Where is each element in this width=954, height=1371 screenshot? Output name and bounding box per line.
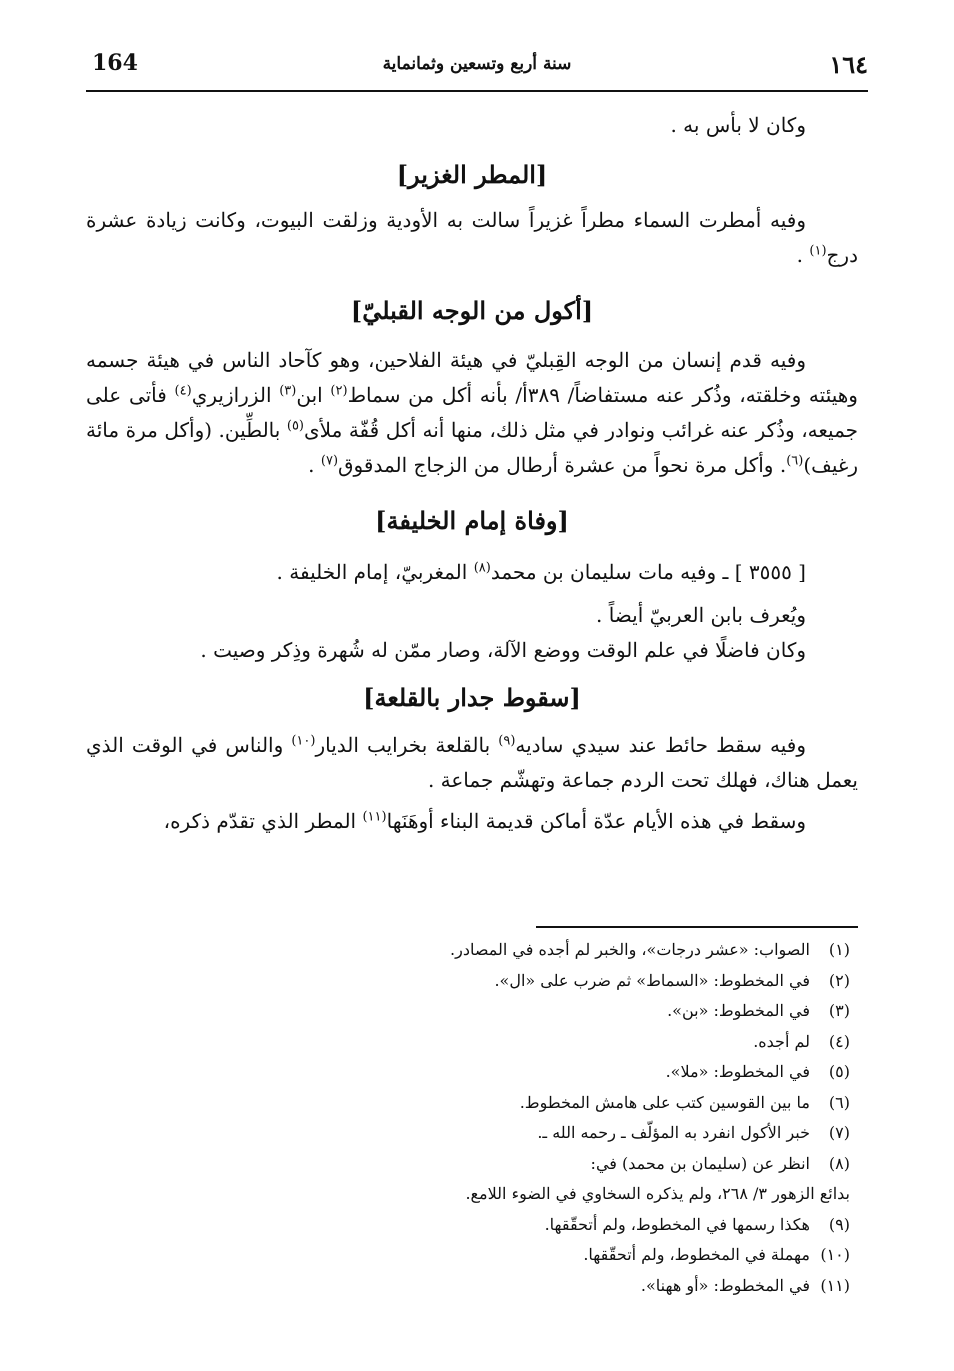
footnote: [120, 1027, 850, 1058]
footnote: [120, 1149, 850, 1180]
footnote-continuation: بدائع الزهور ٣/ ٢٦٨، ولم يذكره السخاوي في الضوء اللامع.: [465, 1184, 850, 1203]
footnote-number: (٩): [828, 1214, 850, 1234]
footnote-ref: (٩): [498, 733, 516, 749]
paragraph-tail: .: [796, 243, 810, 267]
footnote-text: لم أجده.: [753, 1031, 810, 1051]
text-segment: وسقط في هذه الأيام عدّة أماكن قديمة البناء أوهَنَها: [386, 809, 806, 833]
paragraph-rain: [86, 203, 858, 273]
footnote-ref: (١): [809, 243, 827, 259]
footnote: [120, 1240, 850, 1271]
footnote-text: في المخطوط: «أو ههنا».: [640, 1275, 810, 1295]
section-heading-glutton: [أكول من الوجه القبليّ]: [350, 296, 594, 325]
text-segment: بالقلعة بخرايب الديار: [315, 733, 499, 757]
paragraph-collapse: [86, 804, 858, 839]
footnote: [120, 1271, 850, 1302]
footnote-number: (١١): [820, 1275, 850, 1295]
footnote-text: انظر عن (سليمان بن محمد) في:: [590, 1153, 810, 1173]
intro-line: وكان لا بأس به .: [670, 113, 806, 137]
footnote: [120, 1210, 850, 1241]
text-segment: . وأكل مرة نحواً من عشرة أرطال من الزجاج المدقوق: [338, 453, 787, 477]
footnote: [120, 996, 850, 1027]
footnote-text: هكذا رسمها في المخطوط، ولم أتحقّقها.: [544, 1214, 810, 1234]
paragraph-wall: [86, 728, 858, 798]
text-segment: .: [308, 453, 321, 477]
footnote-rule: [536, 926, 858, 928]
footnote-number: (٦): [828, 1092, 850, 1112]
section-heading-death: [وفاة إمام الخليفة]: [375, 506, 569, 535]
page-header: [86, 50, 868, 90]
footnote-ref: (١٠): [291, 733, 316, 749]
entry-line-3: وكان فاضلًا في علم الوقت ووضع الآلة، وصار ممّن له شُهرة وذِكر وصيت .: [200, 638, 806, 662]
footnote-number: (٥): [828, 1062, 850, 1081]
entry-text: [ ٣٥٥٥ ] ـ وفيه مات سليمان بن محمد: [490, 560, 806, 584]
footnote-number: (٨): [828, 1153, 850, 1173]
footnote-text: في المخطوط: «ملا».: [665, 1062, 810, 1081]
text-segment: وفيه سقط حائط عند سيدي ساديه: [515, 733, 807, 757]
footnote: [120, 935, 850, 966]
footnote-text: الصواب: «عشر درجات»، والخبر لم أجده في المصادر.: [450, 940, 810, 959]
footnotes: [120, 935, 850, 1301]
footnote: [120, 1118, 850, 1149]
text-segment: الزرازيري: [191, 383, 280, 407]
section-heading-wall: [سقوط جدار بالقلعة]: [363, 683, 581, 712]
footnote-ref: (١١): [362, 809, 387, 825]
entry-line-2: ويُعرف بابن العربيّ أيضاً .: [595, 603, 806, 627]
text-segment: فأتى على جميعه، وذُكر عنه غرائب ونوادر في مثل ذلك، منها أنه أكل قُفّة ملأى: [86, 383, 858, 442]
footnote-text: ما بين القوسين كتب على هامش المخطوط.: [519, 1092, 810, 1112]
running-title: سنة أربع وتسعين وثمانماية: [382, 54, 572, 74]
paragraph-glutton: [86, 343, 858, 483]
footnote-text: خبر الأكول انفرد به المؤلّف ـ رحمه الله ـ.: [537, 1123, 810, 1142]
footnote: [120, 966, 850, 997]
page-number-arabic: ١٦٤: [829, 50, 868, 79]
header-rule: [86, 90, 868, 92]
footnote-ref: (٧): [320, 453, 339, 469]
footnote-ref: (٦): [786, 453, 804, 469]
footnote-number: (٤): [828, 1031, 850, 1051]
text-segment: بالطِّين. (وأكل مرة مائة رغيف): [86, 418, 858, 477]
entry-text: المغربيّ، إمام الخليفة .: [276, 560, 474, 584]
footnote-number: (٢): [828, 970, 850, 990]
text-segment: والناس في الوقت الذي يعمل هناك، فهلك تحت الردم جماعة وتهشّم جماعة .: [86, 733, 858, 792]
footnote-number: (٣): [828, 1001, 850, 1020]
footnote-number: (١٠): [820, 1245, 850, 1264]
section-heading-rain: [المطر الغزير]: [396, 160, 548, 189]
text-segment: المطر الذي تقدّم ذكره،: [163, 809, 363, 833]
footnote-text: مهملة في المخطوط، ولم أتحقّقها.: [583, 1245, 810, 1264]
footnote-ref: (٢): [330, 383, 348, 399]
paragraph-text: وفيه أمطرت السماء مطراً غزيراً سالت به الأودية وزلقت البيوت، وكانت زيادة عشرة درج: [86, 208, 858, 267]
main-text: [86, 108, 858, 839]
footnote: [120, 1088, 850, 1119]
text-segment: وفيه قدم إنسان من الوجه القِبليّ في هيئة الفلاحين، وهو كآحاد الناس في هيئة جسمه وهيئته وخلقته، وذُكر عنه مستفاضاً/ ٣٨٩أ/ بأنه أكل من سماط: [86, 348, 858, 407]
footnote-ref: (٣): [279, 383, 297, 399]
footnote-ref: (٤): [174, 383, 192, 399]
text-segment: ابن: [296, 383, 331, 407]
footnote-ref: (٥): [286, 418, 304, 434]
footnote-number: (٧): [828, 1123, 850, 1142]
footnote-text: في المخطوط: «بن».: [667, 1001, 810, 1020]
page-number-latin: 164: [92, 50, 138, 76]
entry-line: [86, 555, 858, 590]
footnote: [120, 1057, 850, 1088]
footnote-ref: (٨): [473, 560, 491, 576]
footnote-number: (١): [828, 940, 850, 959]
footnote-text: في المخطوط: «السماط» ثم ضرب على «ال».: [494, 970, 810, 990]
